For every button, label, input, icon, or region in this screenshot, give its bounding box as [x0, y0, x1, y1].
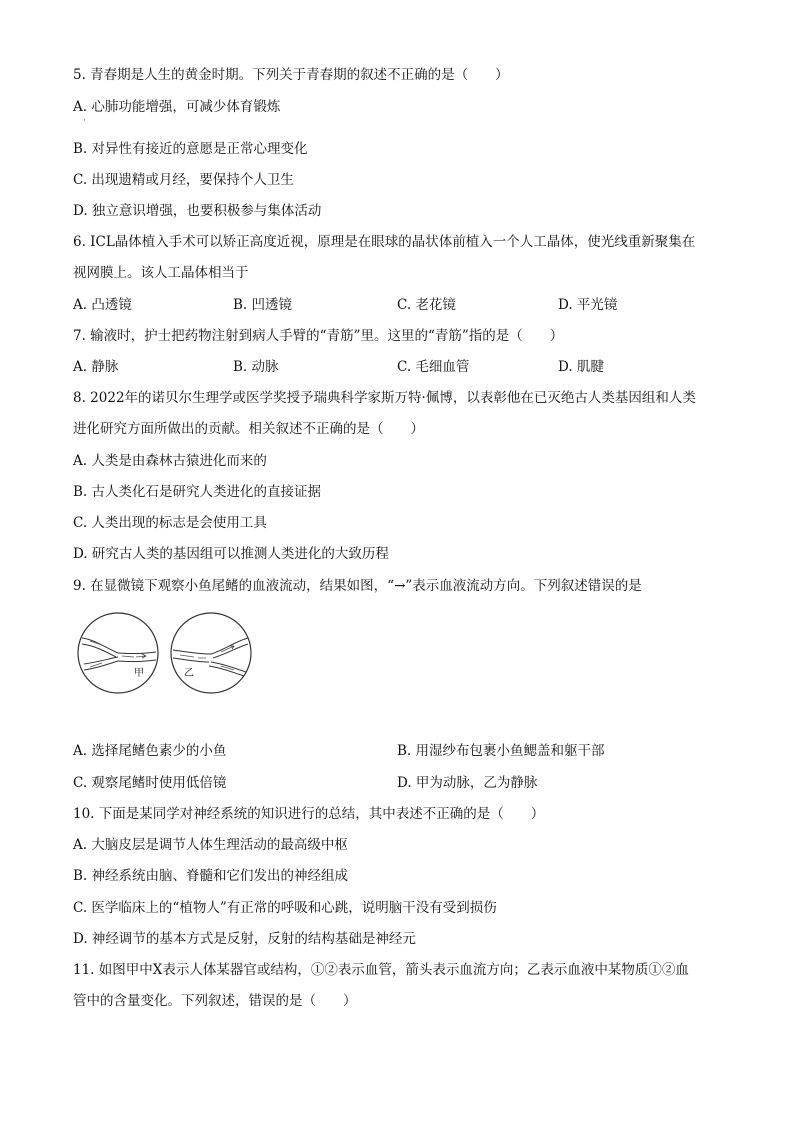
q9-stem: 9. 在显微镜下观察小鱼尾鳍的血液流动，结果如图，“→”表示血液流动方向。下列叙述错误的是 — [73, 578, 642, 594]
small-dot-icon: · — [83, 116, 86, 126]
q6-stem-line2: 视网膜上。该人工晶体相当于 — [73, 265, 249, 281]
q9-option-d: D. 甲为动脉，乙为静脉 — [397, 775, 538, 791]
q8-option-d: D. 研究古人类的基因组可以推测人类进化的大致历程 — [73, 546, 389, 562]
q9-option-b: B. 用湿纱布包裹小鱼鳃盖和躯干部 — [397, 743, 605, 759]
microscope-view-1 — [78, 613, 158, 693]
q10-option-c: C. 医学临床上的“植物人”有正常的呼吸和心跳，说明脑干没有受到损伤 — [73, 900, 497, 916]
fig-label-yi: 乙 — [184, 668, 194, 679]
q8-option-a: A. 人类是由森林古猿进化而来的 — [73, 453, 267, 469]
q7-option-a: A. 静脉 — [73, 359, 119, 375]
q8-stem-line2: 进化研究方面所做出的贡献。相关叙述不正确的是（ ） — [73, 421, 424, 437]
q6-option-a: A. 凸透镜 — [73, 297, 132, 313]
q7-stem: 7. 输液时，护士把药物注射到病人手臂的“青筋”里。这里的“青筋”指的是（ ） — [73, 328, 564, 344]
q5-option-b: B. 对异性有接近的意愿是正常心理变化 — [73, 141, 308, 157]
q9-option-c: C. 观察尾鳍时使用低倍镜 — [73, 775, 227, 791]
blood-flow-figure — [76, 610, 256, 696]
q10-option-a: A. 大脑皮层是调节人体生理活动的最高级中枢 — [73, 837, 348, 853]
q8-option-c: C. 人类出现的标志是会使用工具 — [73, 515, 267, 531]
q10-stem: 10. 下面是某同学对神经系统的知识进行的总结，其中表述不正确的是（ ） — [73, 806, 545, 822]
q6-option-c: C. 老花镜 — [397, 297, 456, 313]
q9-option-a: A. 选择尾鳍色素少的小鱼 — [73, 743, 227, 759]
fig-label-jia: 甲 — [134, 668, 144, 679]
q11-stem-line1: 11. 如图甲中X表示人体某器官或结构，①②表示血管，箭头表示血流方向；乙表示血液中某物质①②血 — [73, 962, 689, 978]
q8-option-b: B. 古人类化石是研究人类进化的直接证据 — [73, 484, 322, 500]
q5-option-d: D. 独立意识增强，也要积极参与集体活动 — [73, 203, 322, 219]
q6-option-b: B. 凹透镜 — [233, 297, 293, 313]
q6-stem-line1: 6. ICL晶体植入手术可以矫正高度近视，原理是在眼球的晶状体前植入一个人工晶体，使光线重新聚集在 — [73, 234, 696, 250]
q5-option-a: A. 心肺功能增强，可减少体育锻炼 — [73, 99, 281, 115]
q5-stem: 5. 青春期是人生的黄金时期。下列关于青春期的叙述不正确的是（ ） — [73, 67, 509, 83]
q7-option-c: C. 毛细血管 — [397, 359, 470, 375]
q7-option-b: B. 动脉 — [233, 359, 279, 375]
q6-option-d: D. 平光镜 — [558, 297, 618, 313]
q8-stem-line1: 8. 2022年的诺贝尔生理学或医学奖授予瑞典科学家斯万特·佩博，以表彰他在已灭绝古人类基因组和人类 — [73, 390, 696, 406]
q7-option-d: D. 肌腱 — [558, 359, 604, 375]
microscope-view-2 — [171, 613, 251, 693]
q5-option-c: C. 出现遗精或月经，要保持个人卫生 — [73, 172, 294, 188]
q11-stem-line2: 管中的含量变化。下列叙述，错误的是（ ） — [73, 993, 357, 1009]
q10-option-b: B. 神经系统由脑、脊髓和它们发出的神经组成 — [73, 868, 349, 884]
q10-option-d: D. 神经调节的基本方式是反射，反射的结构基础是神经元 — [73, 931, 416, 947]
